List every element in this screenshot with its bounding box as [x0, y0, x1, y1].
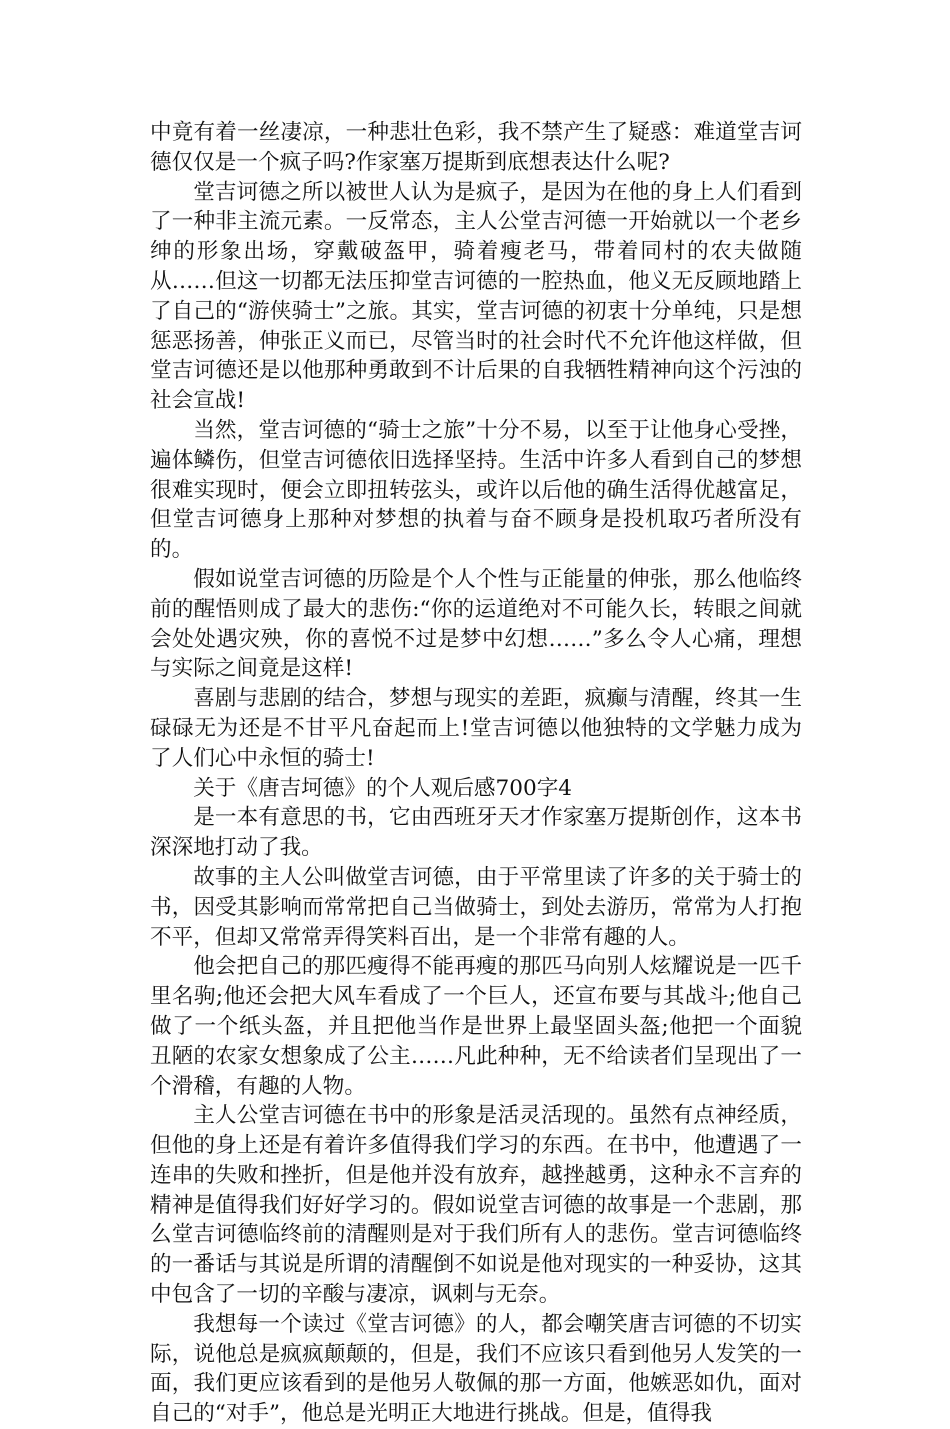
- paragraph-1: 中竟有着一丝凄凉，一种悲壮色彩，我不禁产生了疑惑：难道堂吉诃德仅仅是一个疯子吗?作家塞万提斯到底想表达什么呢?: [150, 120, 802, 175]
- paragraph-4: 假如说堂吉诃德的历险是个人个性与正能量的伸张，那么他临终前的醒悟则成了最大的悲伤:“你的运道绝对不可能久长，转眼之间就会处处遇灾殃，你的喜悦不过是梦中幻想……”多么令人心痛，理想与实际之间竟是这样!: [150, 566, 802, 682]
- paragraph-8: 他会把自己的那匹瘦得不能再瘦的那匹马向别人炫耀说是一匹千里名驹;他还会把大风车看成了一个巨人，还宣布要与其战斗;他自己做了一个纸头盔，并且把他当作是世界上最坚固头盔;他把一个面貌丑陋的农家女想象成了公主……凡此种种，无不给读者们呈现出了一个滑稽，有趣的人物。: [150, 954, 802, 1099]
- paragraph-2: 堂吉诃德之所以被世人认为是疯子，是因为在他的身上人们看到了一种非主流元素。一反常态，主人公堂吉河德一开始就以一个老乡绅的形象出场，穿戴破盔甲，骑着瘦老马，带着同村的农夫做随从……但这一切都无法压抑堂吉诃德的一腔热血，他义无反顾地踏上了自己的“游侠骑士”之旅。其实，堂吉诃德的初衷十分单纯，只是想惩恶扬善，伸张正义而已，尽管当时的社会时代不允许他这样做，但堂吉诃德还是以他那种勇敢到不计后果的自我牺牲精神向这个污浊的社会宣战!: [150, 179, 802, 414]
- paragraph-5: 喜剧与悲剧的结合，梦想与现实的差距，疯癫与清醒，终其一生碌碌无为还是不甘平凡奋起而上!堂吉诃德以他独特的文学魅力成为了人们心中永恒的骑士!: [150, 686, 802, 771]
- paragraph-3: 当然，堂吉诃德的“骑士之旅”十分不易，以至于让他身心受挫，遍体鳞伤，但堂吉诃德依旧选择坚持。生活中许多人看到自己的梦想很难实现时，便会立即扭转弦头，或许以后他的确生活得优越富足，但堂吉诃德身上那种对梦想的执着与奋不顾身是投机取巧者所没有的。: [150, 417, 802, 563]
- document-body: [150, 118, 802, 1429]
- paragraph-6: 是一本有意思的书，它由西班牙天才作家塞万提斯创作，这本书深深地打动了我。: [150, 805, 802, 861]
- paragraph-7: 故事的主人公叫做堂吉诃德，由于平常里读了许多的关于骑士的书，因受其影响而常常把自己当做骑士，到处去游历，常常为人打抱不平，但却又常常弄得笑料百出，是一个非常有趣的人。: [150, 864, 802, 950]
- paragraph-10: 我想每一个读过《堂吉诃德》的人，都会嘲笑唐吉诃德的不切实际，说他总是疯疯颠颠的，但是，我们不应该只看到他另人发笑的一面，我们更应该看到的是他另人敬佩的那一方面，他嫉恶如仇，面对自己的“对手”，他总是光明正大地进行挑战。但是，值得我: [150, 1311, 802, 1427]
- section-heading: 关于《唐吉坷德》的个人观后感700字4: [193, 775, 573, 801]
- paragraph-9: 主人公堂吉诃德在书中的形象是活灵活现的。虽然有点神经质，但他的身上还是有着许多值得我们学习的东西。在书中，他遭遇了一连串的失败和挫折，但是他并没有放弃，越挫越勇，这种永不言弃的精神是值得我们好好学习的。假如说堂吉诃德的故事是一个悲剧，那么堂吉诃德临终前的清醒则是对于我们所有人的悲伤。堂吉诃德临终的一番话与其说是所谓的清醒倒不如说是他对现实的一种妥协，这其中包含了一切的辛酸与凄凉，讽刺与无奈。: [150, 1103, 802, 1308]
